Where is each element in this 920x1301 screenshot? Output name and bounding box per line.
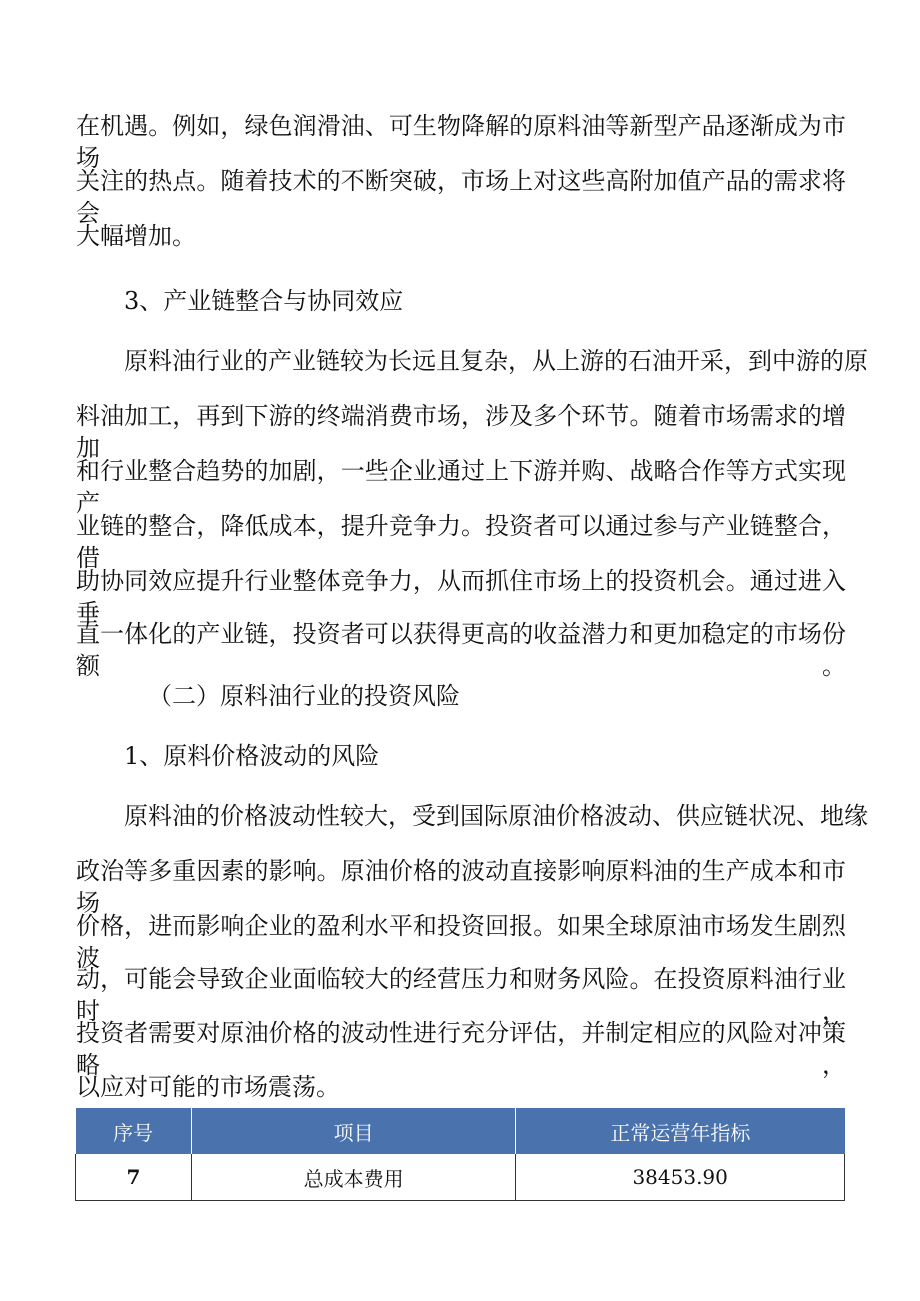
- paragraph-line: 原料油行业的产业链较为长远且复杂，从上游的石油开采，到中游的原: [124, 347, 868, 375]
- column-header-item: 项目: [191, 1108, 516, 1154]
- column-header-index: 序号: [76, 1108, 192, 1154]
- paragraph-line: 价格，进而影响企业的盈利水平和投资回报。如果全球原油市场发生剧烈波: [76, 912, 846, 972]
- indicator-table: [75, 1108, 845, 1201]
- paragraph-line: 在机遇。例如，绿色润滑油、可生物降解的原料油等新型产品逐渐成为市场: [76, 112, 846, 172]
- paragraph-line: 投资者需要对原油价格的波动性进行充分评估，并制定相应的风险对冲策略，: [76, 1019, 846, 1079]
- paragraph-line: 政治等多重因素的影响。原油价格的波动直接影响原料油的生产成本和市场: [76, 857, 846, 917]
- paragraph-line: 大幅增加。: [76, 222, 196, 250]
- paragraph-line: 原料油的价格波动性较大，受到国际原油价格波动、供应链状况、地缘: [124, 802, 868, 830]
- paragraph-line: 业链的整合，降低成本，提升竞争力。投资者可以通过参与产业链整合，借: [76, 512, 846, 572]
- paragraph-line: 以应对可能的市场震荡。: [76, 1073, 340, 1101]
- table-header-row: [76, 1108, 845, 1154]
- section-heading: 1、原料价格波动的风险: [124, 742, 380, 770]
- paragraph-line: 直一体化的产业链，投资者可以获得更高的收益潜力和更加稳定的市场份额。: [76, 620, 846, 680]
- paragraph-line: 助协同效应提升行业整体竞争力，从而抓住市场上的投资机会。通过进入垂: [76, 567, 846, 627]
- cell-index: 7: [76, 1154, 192, 1201]
- cell-item: 总成本费用: [191, 1154, 516, 1201]
- cell-value: 38453.90: [516, 1154, 845, 1201]
- paragraph-line: 和行业整合趋势的加剧，一些企业通过上下游并购、战略合作等方式实现产: [76, 457, 846, 517]
- column-header-indicator: 正常运营年指标: [516, 1108, 845, 1154]
- section-heading: 3、产业链整合与协同效应: [124, 287, 404, 315]
- paragraph-line: 料油加工，再到下游的终端消费市场，涉及多个环节。随着市场需求的增加: [76, 402, 846, 462]
- section-heading: （二）原料油行业的投资风险: [148, 682, 460, 710]
- paragraph-line: 动，可能会导致企业面临较大的经营压力和财务风险。在投资原料油行业时，: [76, 965, 846, 1025]
- paragraph-line: 关注的热点。随着技术的不断突破，市场上对这些高附加值产品的需求将会: [76, 167, 846, 227]
- table-row: [76, 1154, 845, 1201]
